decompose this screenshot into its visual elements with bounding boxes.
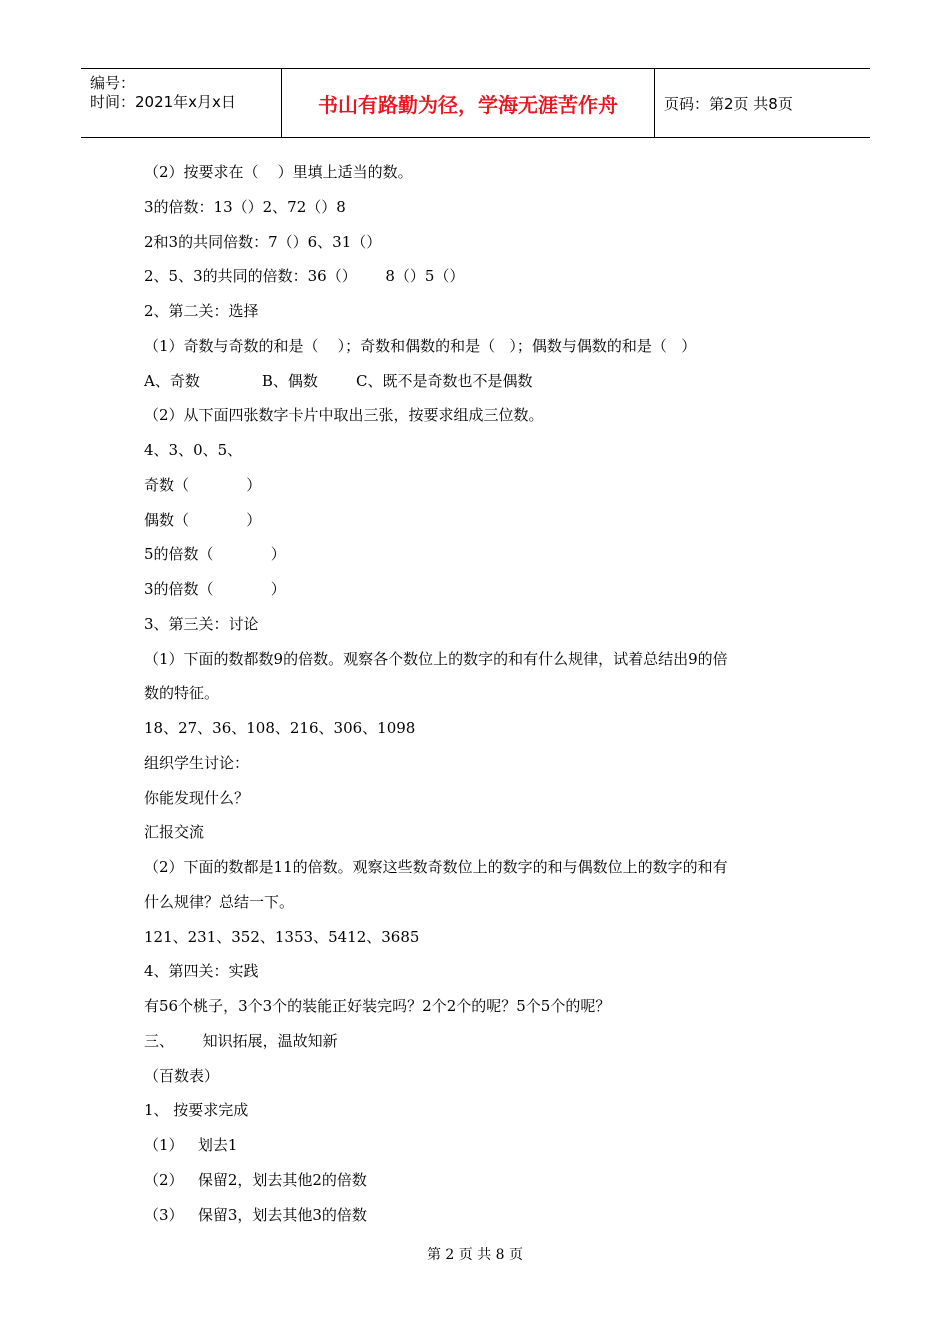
- body-line: 2、5、3的共同的倍数：36（） 8（）5（）: [144, 267, 465, 286]
- header-meta: [81, 69, 281, 137]
- document-date-label: 时间：2021年x月x日: [90, 93, 236, 111]
- body-line: （2）从下面四张数字卡片中取出三张，按要求组成三位数。: [144, 406, 544, 425]
- header-page-number: 页码：第2页 共8页: [664, 94, 793, 113]
- document-body: [144, 155, 824, 1232]
- body-line: 3的倍数：13（）2、72（）8: [144, 197, 346, 216]
- body-line: （2）按要求在（ ）里填上适当的数。: [144, 163, 413, 181]
- section-heading: 三、 知识拓展，温故知新: [144, 1031, 338, 1050]
- body-line: 18、27、36、108、216、306、1098: [144, 719, 416, 737]
- body-line: （2）下面的数都是11的倍数。观察这些数奇数位上的数字的和与偶数位上的数字的和有: [144, 858, 728, 876]
- document-number-label: 编号：: [90, 74, 136, 92]
- page-footer: 第 2 页 共 8 页: [426, 1247, 524, 1263]
- body-line: 偶数（ ）: [144, 510, 262, 529]
- body-line: （1）下面的数都数9的倍数。观察各个数位上的数字的和有什么规律，试着总结出9的倍: [144, 649, 728, 668]
- body-line: （百数表）: [144, 1066, 220, 1085]
- page-header: [81, 68, 870, 138]
- section-heading: 2、第二关：选择: [144, 302, 259, 320]
- body-line: 121、231、352、1353、5412、3685: [144, 927, 420, 946]
- body-line: 2和3的共同倍数：7（）6、31（）: [144, 232, 382, 251]
- body-line: 你能发现什么？: [144, 788, 250, 807]
- section-heading: 4、第四关：实践: [144, 962, 259, 981]
- body-line: 什么规律？总结一下。: [144, 892, 295, 911]
- body-line: 数的特征。: [144, 684, 220, 703]
- body-line: 汇报交流: [144, 823, 205, 842]
- body-line: （1） 划去1: [144, 1136, 238, 1154]
- body-line: 有56个桃子，3个3个的装能正好装完吗？2个2个的呢？5个5个的呢？: [144, 997, 611, 1015]
- body-line: （1）奇数与奇数的和是（ ）；奇数和偶数的和是（ ）；偶数与偶数的和是（ ）: [144, 336, 697, 355]
- body-line: 4、3、0、5、: [144, 441, 243, 459]
- body-line: 5的倍数（ ）: [144, 545, 286, 564]
- body-line: （3） 保留3，划去其他3的倍数: [144, 1205, 367, 1224]
- body-line: 3的倍数（ ）: [144, 580, 286, 598]
- section-heading: 3、第三关：讨论: [144, 614, 259, 633]
- body-line: 组织学生讨论：: [144, 753, 250, 772]
- header-motto: 书山有路勤为径，学海无涯苦作舟: [281, 69, 655, 137]
- body-line: 1、 按要求完成: [144, 1101, 249, 1120]
- body-line: 奇数（ ）: [144, 475, 262, 494]
- body-line: （2） 保留2，划去其他2的倍数: [144, 1170, 367, 1189]
- answer-options: A、奇数 B、偶数 C、既不是奇数也不是偶数: [144, 371, 533, 390]
